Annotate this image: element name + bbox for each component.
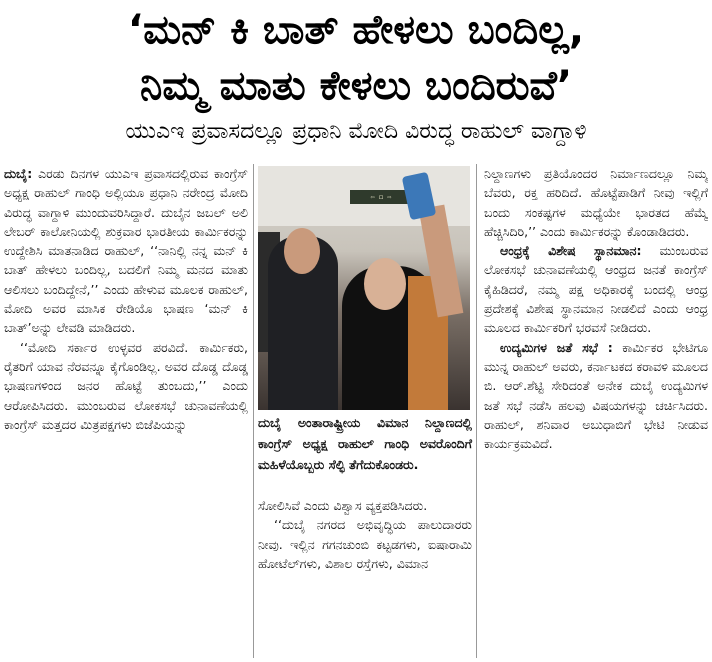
article-column-2 bbox=[258, 496, 472, 660]
photo-caption: ದುಬೈ ಅಂತಾರಾಷ್ಟ್ರೀಯ ವಿಮಾನ ನಿಲ್ದಾಣದಲ್ಲಿ ಕಾಂಗ್ರೆಸ್ ಅಧ್ಯಕ್ಷ ರಾಹುಲ್ ಗಾಂಧಿ ಅವರೊಂದಿಗೆ ಮಹಿಳೆಯೊಬ್ಬರು ಸೆಲ್ಫಿ ತೆಗೆದುಕೊಂಡರು. bbox=[258, 415, 472, 472]
news-photo bbox=[258, 166, 470, 410]
photo-person-1-face bbox=[284, 228, 320, 274]
article-column-1 bbox=[4, 164, 248, 660]
article-column-3 bbox=[484, 164, 708, 660]
headline-line-2: ನಿಮ್ಮ ಮಾತು ಕೇಳಲು ಬಂದಿರುವೆ’ bbox=[139, 63, 573, 109]
paragraph: ನಿಲ್ದಾಣಗಳು ಪ್ರತಿಯೊಂದರ ನಿರ್ಮಾಣದಲ್ಲೂ ನಿಮ್ಮ ಬೆವರು, ರಕ್ತ ಹರಿದಿದೆ. ಹೊಟ್ಟೆಪಾಡಿಗೆ ನೀವು ಇಲ್ಲಿಗೆ ಬಂದು ಸಂಕಷ್ಟಗಳ ಮಧ್ಯೆಯೇ ಭಾರತದ ಹೆಮ್ಮೆ ಹೆಚ್ಚಿಸಿದಿರಿ,’’ ಎಂದು ಕಾರ್ಮಿಕರನ್ನು ಕೊಂಡಾಡಿದರು. bbox=[484, 166, 708, 239]
paragraph-text: ಎರಡು ದಿನಗಳ ಯುಎಇ ಪ್ರವಾಸದಲ್ಲಿರುವ ಕಾಂಗ್ರೆಸ್ ಅಧ್ಯಕ್ಷ ರಾಹುಲ್ ಗಾಂಧಿ ಅಲ್ಲಿಯೂ ಪ್ರಧಾನಿ ನರೇಂದ್ರ ಮೋದಿ ವಿರುದ್ಧ ವಾಗ್ದಾಳಿ ಮುಂದುವರಿಸಿದ್ದಾರೆ. ದುಬೈನ ಜಬಲ್ ಅಲಿ ಲೇಬರ್ ಕಾಲೋನಿಯಲ್ಲಿ ಶುಕ್ರವಾರ ಭಾರತೀಯ ಕಾರ್ಮಿಕರನ್ನು ಉದ್ದೇಶಿಸಿ ಮಾತನಾಡಿದ ರಾಹುಲ್, ‘‘ನಾನಿಲ್ಲಿ ನನ್ನ ಮನ್ ಕಿ ಬಾತ್ ಹೇಳಲು ಬಂದಿಲ್ಲ, ಬದಲಿಗೆ ನಿಮ್ಮ ಮನದ ಮಾತು ಆಲಿಸಲು ಬಂದಿದ್ದೇನೆ,’’ ಎಂದು ಹೇಳುವ ಮೂಲಕ ರಾಹುಲ್, ಮೋದಿ ಅವರ ಮಾಸಿಕ ರೇಡಿಯೊ ಭಾಷಣ ‘ಮನ್ ಕಿ ಬಾತ್’ಅನ್ನು ಲೇವಡಿ ಮಾಡಿದರು. bbox=[4, 166, 248, 336]
paragraph: ‘‘ಮೋದಿ ಸರ್ಕಾರ ಉಳ್ಳವರ ಪರವಿದೆ. ಕಾರ್ಮಿಕರು, ರೈತರಿಗೆ ಯಾವ ನೆರವನ್ನೂ ಕೈಗೊಂಡಿಲ್ಲ. ಅವರ ದೊಡ್ಡ ದೊಡ್ಡ ಭಾಷಣಗಳಿಂದ ಜನರ ಹೊಟ್ಟೆ ತುಂಬದು,’’ ಎಂದು ಆರೋಪಿಸಿದರು. ಮುಂಬರುವ ಲೋಕಸಭೆ ಚುನಾವಣೆಯಲ್ಲಿ ಕಾಂಗ್ರೆಸ್ ಮತ್ತದರ ಮಿತ್ರಪಕ್ಷಗಳು ಬಿಜೆಪಿಯನ್ನು bbox=[4, 339, 248, 432]
dateline: ದುಬೈ: bbox=[4, 166, 33, 181]
paragraph bbox=[484, 241, 708, 337]
paragraph bbox=[484, 338, 708, 454]
subheadline: ಯುಎಇ ಪ್ರವಾಸದಲ್ಲೂ ಪ್ರಧಾನಿ ಮೋದಿ ವಿರುದ್ಧ ರಾಹುಲ್ ವಾಗ್ದಾಳಿ bbox=[125, 119, 587, 144]
subheading: ಉದ್ಯಮಿಗಳ ಜತೆ ಸಭೆ : bbox=[500, 339, 613, 355]
airport-sign: ⇦ ◻ ⇨ bbox=[350, 190, 412, 204]
paragraph: ಸೋಲಿಸಿವೆ ಎಂದು ವಿಶ್ವಾಸ ವ್ಯಕ್ತಪಡಿಸಿದರು. bbox=[258, 498, 428, 513]
subheading: ಆಂಧ್ರಕ್ಕೆ ವಿಶೇಷ ಸ್ಥಾನಮಾನ: bbox=[500, 243, 642, 259]
paragraph: ‘‘ದುಬೈ ನಗರದ ಅಭಿವೃದ್ಧಿಯ ಪಾಲುದಾರರು ನೀವು. ಇಲ್ಲಿನ ಗಗನಚುಂಬಿ ಕಟ್ಟಡಗಳು, ಐಷಾರಾಮಿ ಹೋಟೆಲ್‌ಗಳು, ವಿಶಾಲ ರಸ್ತೆಗಳು, ವಿಮಾನ bbox=[258, 517, 472, 571]
column-divider bbox=[253, 164, 254, 658]
paragraph-text: ಕಾರ್ಮಿಕರ ಭೇಟಿಗೂ ಮುನ್ನ ರಾಹುಲ್ ಅವರು, ಕರ್ನಾಟಕದ ಕರಾವಳಿ ಮೂಲದ ಬಿ. ಆರ್.ಶೆಟ್ಟಿ ಸೇರಿದಂತೆ ಅನೇಕ ದುಬೈ ಉದ್ಯಮಿಗಳ ಜತೆ ಸಭೆ ನಡೆಸಿ ಹಲವು ವಿಷಯಗಳನ್ನು ಚರ್ಚಿಸಿದರು. ರಾಹುಲ್, ಶನಿವಾರ ಅಬುಧಾಬಿಗೆ ಭೇಟಿ ನೀಡುವ ಕಾರ್ಯಕ್ರಮವಿದೆ. bbox=[484, 339, 708, 452]
paragraph bbox=[4, 164, 248, 338]
headline-line-1: ‘ಮನ್ ಕಿ ಬಾತ್ ಹೇಳಲು ಬಂದಿಲ್ಲ, bbox=[127, 7, 585, 53]
headline bbox=[0, 2, 712, 114]
column-divider bbox=[476, 164, 477, 658]
photo-person-2-face bbox=[364, 258, 406, 310]
paragraph-text: ಮುಂಬರುವ ಲೋಕಸಭೆ ಚುನಾವಣೆಯಲ್ಲಿ ಆಂಧ್ರದ ಜನತೆ ಕಾಂಗ್ರೆಸ್ ಕೈಹಿಡಿದರೆ, ನಮ್ಮ ಪಕ್ಷ ಅಧಿಕಾರಕ್ಕೆ ಬಂದಲ್ಲಿ ಆಂಧ್ರ ಪ್ರದೇಶಕ್ಕೆ ವಿಶೇಷ ಸ್ಥಾನಮಾನ ನೀಡಲಿದೆ ಎಂದು ಆಂಧ್ರ ಮೂಲದ ಕಾರ್ಮಿಕರಿಗೆ ಭರವಸೆ ನೀಡಿದರು. bbox=[484, 243, 708, 336]
